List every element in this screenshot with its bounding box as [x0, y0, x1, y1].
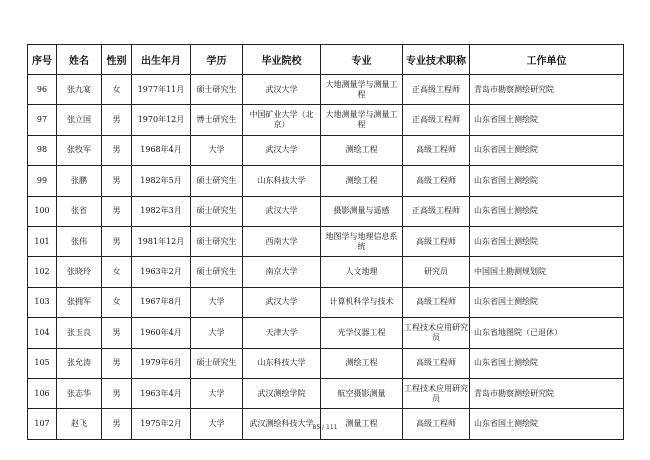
- cell-index: 96: [28, 75, 57, 105]
- cell-gender: 男: [102, 226, 132, 256]
- cell-education: 硕士研究生: [191, 166, 243, 196]
- cell-education: 硕士研究生: [191, 348, 243, 378]
- cell-school: 天津大学: [243, 318, 321, 348]
- cell-name: 赵飞: [57, 409, 102, 439]
- header-name: 姓名: [57, 45, 102, 75]
- cell-education: 硕士研究生: [191, 196, 243, 226]
- cell-title: 高级工程师: [403, 287, 470, 317]
- cell-education: 大学: [191, 287, 243, 317]
- cell-index: 98: [28, 135, 57, 165]
- cell-school: 武汉大学: [243, 196, 321, 226]
- cell-gender: 男: [102, 196, 132, 226]
- cell-employer: 山东省国土测绘院: [470, 226, 624, 256]
- table-row: [28, 135, 624, 165]
- cell-education: 博士研究生: [191, 105, 243, 135]
- header-employer: 工作单位: [470, 45, 624, 75]
- cell-gender: 女: [102, 287, 132, 317]
- table-row: [28, 348, 624, 378]
- table-body: [28, 75, 624, 440]
- cell-school: 武汉大学: [243, 135, 321, 165]
- cell-major: 大地测量学与测量工程: [321, 105, 403, 135]
- cell-gender: 男: [102, 378, 132, 408]
- cell-name: 张玉良: [57, 318, 102, 348]
- cell-name: 张九宴: [57, 75, 102, 105]
- cell-education: 大学: [191, 135, 243, 165]
- cell-name: 张鹏: [57, 166, 102, 196]
- cell-employer: 山东省国土测绘院: [470, 287, 624, 317]
- cell-major: 地图学与地理信息系统: [321, 226, 403, 256]
- cell-major: 光学仪器工程: [321, 318, 403, 348]
- cell-major: 测绘工程: [321, 166, 403, 196]
- header-index: 序号: [28, 45, 57, 75]
- cell-birth: 1960年4月: [132, 318, 191, 348]
- cell-name: 张伟: [57, 226, 102, 256]
- cell-birth: 1968年4月: [132, 135, 191, 165]
- cell-index: 105: [28, 348, 57, 378]
- cell-education: 硕士研究生: [191, 257, 243, 287]
- cell-title: 高级工程师: [403, 226, 470, 256]
- cell-birth: 1963年4月: [132, 378, 191, 408]
- cell-major: 测量工程: [321, 409, 403, 439]
- cell-employer: 青岛市勘察测绘研究院: [470, 75, 624, 105]
- cell-major: 摄影测量与遥感: [321, 196, 403, 226]
- cell-school: 南京大学: [243, 257, 321, 287]
- cell-birth: 1967年8月: [132, 287, 191, 317]
- cell-name: 张志华: [57, 378, 102, 408]
- cell-school: 武汉测绘学院: [243, 378, 321, 408]
- table-row: [28, 196, 624, 226]
- cell-employer: 中国国土勘测规划院: [470, 257, 624, 287]
- header-education: 学历: [191, 45, 243, 75]
- header-major: 专业: [321, 45, 403, 75]
- header-school: 毕业院校: [243, 45, 321, 75]
- cell-index: 101: [28, 226, 57, 256]
- table-row: [28, 166, 624, 196]
- page-number: 85 / 111: [312, 424, 338, 431]
- cell-school: 武汉大学: [243, 75, 321, 105]
- table-row: [28, 105, 624, 135]
- cell-employer: 山东省国土测绘院: [470, 348, 624, 378]
- cell-title: 工程技术应用研究员: [403, 378, 470, 408]
- personnel-table: [27, 44, 624, 440]
- cell-gender: 女: [102, 257, 132, 287]
- cell-employer: 山东省国土测绘院: [470, 135, 624, 165]
- cell-birth: 1977年11月: [132, 75, 191, 105]
- cell-education: 大学: [191, 378, 243, 408]
- header-birth: 出生年月: [132, 45, 191, 75]
- cell-employer: 山东省国土测绘院: [470, 409, 624, 439]
- cell-title: 高级工程师: [403, 348, 470, 378]
- cell-name: 张晓玲: [57, 257, 102, 287]
- cell-birth: 1975年2月: [132, 409, 191, 439]
- cell-major: 测绘工程: [321, 135, 403, 165]
- cell-major: 计算机科学与技术: [321, 287, 403, 317]
- cell-education: 硕士研究生: [191, 226, 243, 256]
- cell-index: 103: [28, 287, 57, 317]
- table-row: [28, 287, 624, 317]
- cell-title: 研究员: [403, 257, 470, 287]
- cell-school: 武汉大学: [243, 287, 321, 317]
- cell-birth: 1982年5月: [132, 166, 191, 196]
- cell-name: 张省: [57, 196, 102, 226]
- cell-birth: 1970年12月: [132, 105, 191, 135]
- cell-name: 张立国: [57, 105, 102, 135]
- cell-major: 大地测量学与测量工程: [321, 75, 403, 105]
- cell-index: 106: [28, 378, 57, 408]
- cell-index: 104: [28, 318, 57, 348]
- cell-birth: 1981年12月: [132, 226, 191, 256]
- cell-gender: 男: [102, 135, 132, 165]
- cell-major: 测绘工程: [321, 348, 403, 378]
- cell-title: 正高级工程师: [403, 196, 470, 226]
- cell-major: 航空摄影测量: [321, 378, 403, 408]
- cell-title: 高级工程师: [403, 409, 470, 439]
- table-row: [28, 257, 624, 287]
- cell-name: 张拥军: [57, 287, 102, 317]
- table-row: [28, 226, 624, 256]
- cell-title: 高级工程师: [403, 166, 470, 196]
- cell-index: 107: [28, 409, 57, 439]
- cell-title: 正高级工程师: [403, 105, 470, 135]
- cell-index: 100: [28, 196, 57, 226]
- cell-employer: 青岛市勘察测绘研究院: [470, 378, 624, 408]
- cell-birth: 1982年3月: [132, 196, 191, 226]
- cell-birth: 1979年6月: [132, 348, 191, 378]
- cell-employer: 山东省地图院（已退休）: [470, 318, 624, 348]
- cell-gender: 男: [102, 105, 132, 135]
- table-header-row: [28, 45, 624, 75]
- cell-major: 人文地理: [321, 257, 403, 287]
- header-title: 专业技术职称: [403, 45, 470, 75]
- cell-gender: 男: [102, 409, 132, 439]
- cell-gender: 女: [102, 75, 132, 105]
- header-gender: 性别: [102, 45, 132, 75]
- cell-index: 102: [28, 257, 57, 287]
- cell-gender: 男: [102, 318, 132, 348]
- cell-school: 西南大学: [243, 226, 321, 256]
- cell-gender: 男: [102, 166, 132, 196]
- cell-employer: 山东省国土测绘院: [470, 166, 624, 196]
- cell-gender: 男: [102, 348, 132, 378]
- cell-index: 99: [28, 166, 57, 196]
- cell-school: 山东科技大学: [243, 166, 321, 196]
- cell-employer: 山东省国土测绘院: [470, 105, 624, 135]
- table-row: [28, 318, 624, 348]
- cell-education: 大学: [191, 318, 243, 348]
- cell-school: 中国矿业大学（北京）: [243, 105, 321, 135]
- cell-employer: 山东省国土测绘院: [470, 196, 624, 226]
- table-row: [28, 378, 624, 408]
- cell-title: 高级工程师: [403, 135, 470, 165]
- cell-school: 武汉测绘科技大学: [243, 409, 321, 439]
- cell-education: 硕士研究生: [191, 75, 243, 105]
- cell-index: 97: [28, 105, 57, 135]
- cell-birth: 1963年2月: [132, 257, 191, 287]
- cell-title: 工程技术应用研究员: [403, 318, 470, 348]
- cell-name: 张允涛: [57, 348, 102, 378]
- cell-school: 山东科技大学: [243, 348, 321, 378]
- cell-name: 张牧军: [57, 135, 102, 165]
- cell-title: 正高级工程师: [403, 75, 470, 105]
- table-row: [28, 75, 624, 105]
- cell-education: 大学: [191, 409, 243, 439]
